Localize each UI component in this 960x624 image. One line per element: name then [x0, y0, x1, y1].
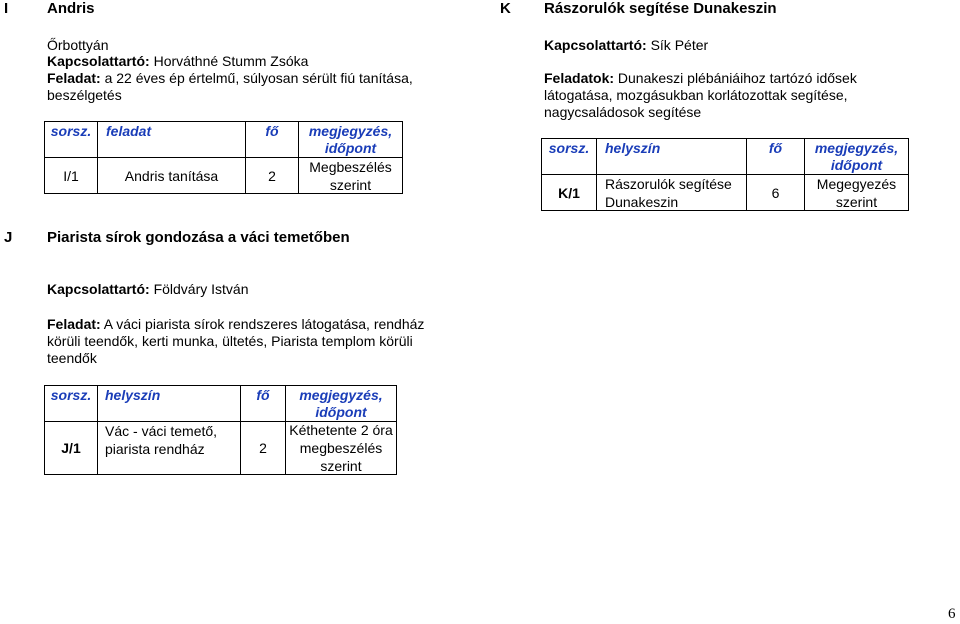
place-i: Őrbottyán: [47, 37, 109, 53]
task-line2-k: látogatása, mozgásukban korlátozottak segítése,: [544, 87, 848, 103]
task-k: [544, 69, 857, 87]
place-line1: Vác - váci temető,: [105, 423, 218, 439]
contact-label-k: Kapcsolattartó:: [544, 37, 647, 53]
task-line1-k: Dunakeszi plébániáihoz tartózó idősek: [614, 70, 857, 86]
note-line3: szerint: [320, 458, 362, 474]
col-header-place: helyszín: [105, 387, 161, 403]
task-label-k: Feladatok:: [544, 70, 615, 86]
place-line2: piarista rendház: [105, 441, 205, 457]
contact-i: [47, 52, 308, 70]
table-cell-place: [98, 422, 240, 474]
page-number: 6: [948, 606, 956, 622]
col-header-count: fő: [256, 387, 270, 403]
col-header-time: időpont: [830, 157, 883, 173]
col-header-count: fő: [265, 123, 279, 139]
task-j: [47, 315, 424, 333]
col-header-num: sorsz.: [548, 140, 590, 156]
col-header-note: megjegyzés,: [308, 123, 393, 139]
col-header-note: megjegyzés,: [299, 387, 383, 403]
task-line2-i: beszélgetés: [47, 87, 122, 103]
section-title-j: Piarista sírok gondozása a váci temetőben: [47, 229, 350, 246]
table-cell-num: K/1: [558, 184, 580, 201]
table-cell-count: 2: [259, 440, 267, 456]
task-line3-j: teendők: [47, 350, 97, 366]
table-cell-num: J/1: [61, 440, 81, 456]
contact-k: [544, 36, 708, 54]
place-line1: Rászorulók segítése: [605, 176, 732, 192]
table-cell-count: 2: [268, 167, 276, 184]
col-header-time: időpont: [324, 140, 377, 156]
task-label-i: Feladat:: [47, 70, 101, 86]
col-header-num: sorsz.: [50, 123, 92, 139]
col-header-count: fő: [768, 140, 783, 156]
contact-j: [47, 280, 249, 298]
section-letter-j: J: [4, 229, 13, 246]
note-line1: Megegyezés: [816, 175, 897, 192]
section-title-i: Andris: [47, 0, 95, 17]
task-line3-k: nagycsaládosok segítése: [544, 104, 702, 120]
note-line1: Kéthetente 2 óra: [289, 422, 393, 438]
section-letter-k: K: [500, 0, 511, 17]
contact-value-i: Horváthné Stumm Zsóka: [149, 53, 309, 69]
contact-value-j: Földváry István: [149, 281, 249, 297]
note-line2: szerint: [329, 176, 372, 193]
note-line2: szerint: [835, 193, 878, 210]
note-line1: Megbeszélés: [309, 158, 392, 175]
task-i: [47, 69, 413, 87]
table-cell-task: Andris tanítása: [124, 167, 219, 184]
task-line1-j: A váci piarista sírok rendszeres látogatása, rendház: [100, 316, 425, 332]
table-cell-count: 6: [771, 184, 780, 201]
section-letter-i: I: [4, 0, 9, 17]
col-header-num: sorsz.: [50, 387, 92, 403]
table-cell-note: [805, 175, 908, 210]
task-line1-i: a 22 éves ép értelmű, súlyosan sérült fiú tanítása,: [100, 70, 413, 86]
col-header-task: feladat: [106, 123, 152, 139]
table-cell-num: I/1: [63, 167, 79, 184]
table-cell-place: [597, 175, 746, 210]
contact-value-k: Sík Péter: [646, 37, 709, 53]
table-cell-note: [286, 422, 396, 474]
contact-label-i: Kapcsolattartó:: [47, 53, 150, 69]
table-cell-note: [299, 158, 402, 193]
place-line2: Dunakeszin: [605, 194, 679, 210]
section-title-k: Rászorulók segítése Dunakeszin: [544, 0, 777, 17]
task-line2-j: körüli teendők, kerti munka, ültetés, Piarista templom körüli: [47, 333, 413, 349]
col-header-note: megjegyzés,: [814, 140, 899, 156]
col-header-place: helyszín: [605, 140, 661, 156]
col-header-time: időpont: [315, 404, 367, 420]
task-label-j: Feladat:: [47, 316, 101, 332]
contact-label-j: Kapcsolattartó:: [47, 281, 150, 297]
note-line2: megbeszélés: [299, 440, 383, 456]
